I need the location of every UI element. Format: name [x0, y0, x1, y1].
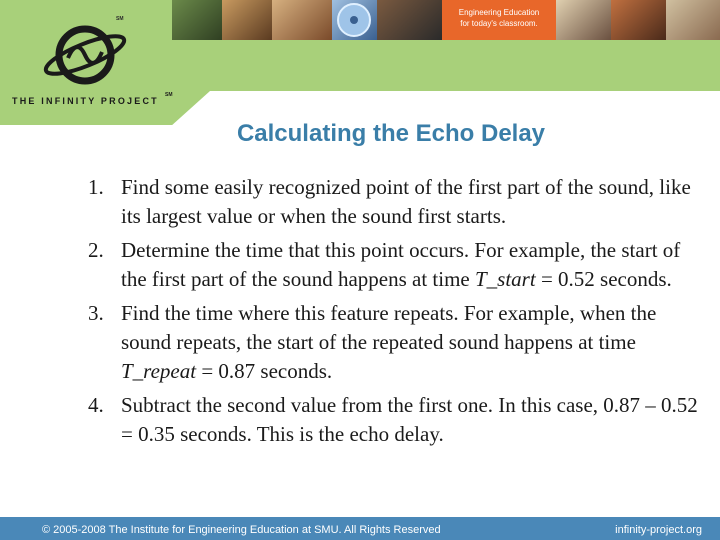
photo-tile	[377, 0, 442, 40]
list-item	[88, 391, 704, 449]
infinity-logo-icon	[40, 20, 130, 90]
list-item	[88, 236, 704, 294]
logo-service-mark: SM	[116, 16, 124, 22]
step-text: Find the time where this feature repeats. For example, when the sound repeats, the start of the repeated sound happens at time	[121, 301, 657, 354]
copyright-text: © 2005-2008 The Institute for Engineering Education at SMU. All Rights Reserved	[42, 524, 441, 536]
photo-tile	[272, 0, 332, 40]
slide-footer	[0, 517, 720, 540]
slide-header	[0, 0, 720, 125]
step-number: 1.	[88, 175, 104, 199]
slide-title: Calculating the Echo Delay	[236, 120, 546, 147]
photo-tile	[172, 0, 222, 40]
footer-url: infinity-project.org	[615, 524, 702, 536]
cd-icon	[332, 0, 377, 40]
photo-tile	[666, 0, 720, 40]
step-text: = 0.52 seconds.	[535, 267, 672, 291]
step-text: Determine the time that this point occurs. For example, the start of the first part of the sound happens at time	[121, 238, 681, 291]
step-number: 3.	[88, 301, 104, 325]
step-text: = 0.87 seconds.	[196, 359, 333, 383]
photo-tile	[222, 0, 272, 40]
step-number: 4.	[88, 393, 104, 417]
tagline-box	[442, 0, 556, 40]
steps-list	[88, 173, 704, 454]
list-item	[88, 173, 704, 231]
logo-service-mark: SM	[165, 92, 173, 98]
variable-name: T_start	[475, 267, 536, 291]
photo-tile	[556, 0, 611, 40]
tagline-line1: Engineering Education	[458, 8, 540, 17]
list-item	[88, 299, 704, 386]
step-number: 2.	[88, 238, 104, 262]
variable-name: T_repeat	[121, 359, 197, 383]
step-text: Find some easily recognized point of the first part of the sound, like its largest value or when the sound first starts.	[121, 175, 691, 228]
logo-wordmark: THE INFINITY PROJECT	[12, 96, 159, 106]
photo-strip	[172, 0, 720, 40]
photo-tile	[611, 0, 666, 40]
tagline-line2: for today's classroom.	[460, 19, 538, 28]
step-text: Subtract the second value from the first one. In this case, 0.87 – 0.52 = 0.35 seconds. This is the echo delay.	[121, 393, 698, 446]
photo-tile	[332, 0, 377, 40]
